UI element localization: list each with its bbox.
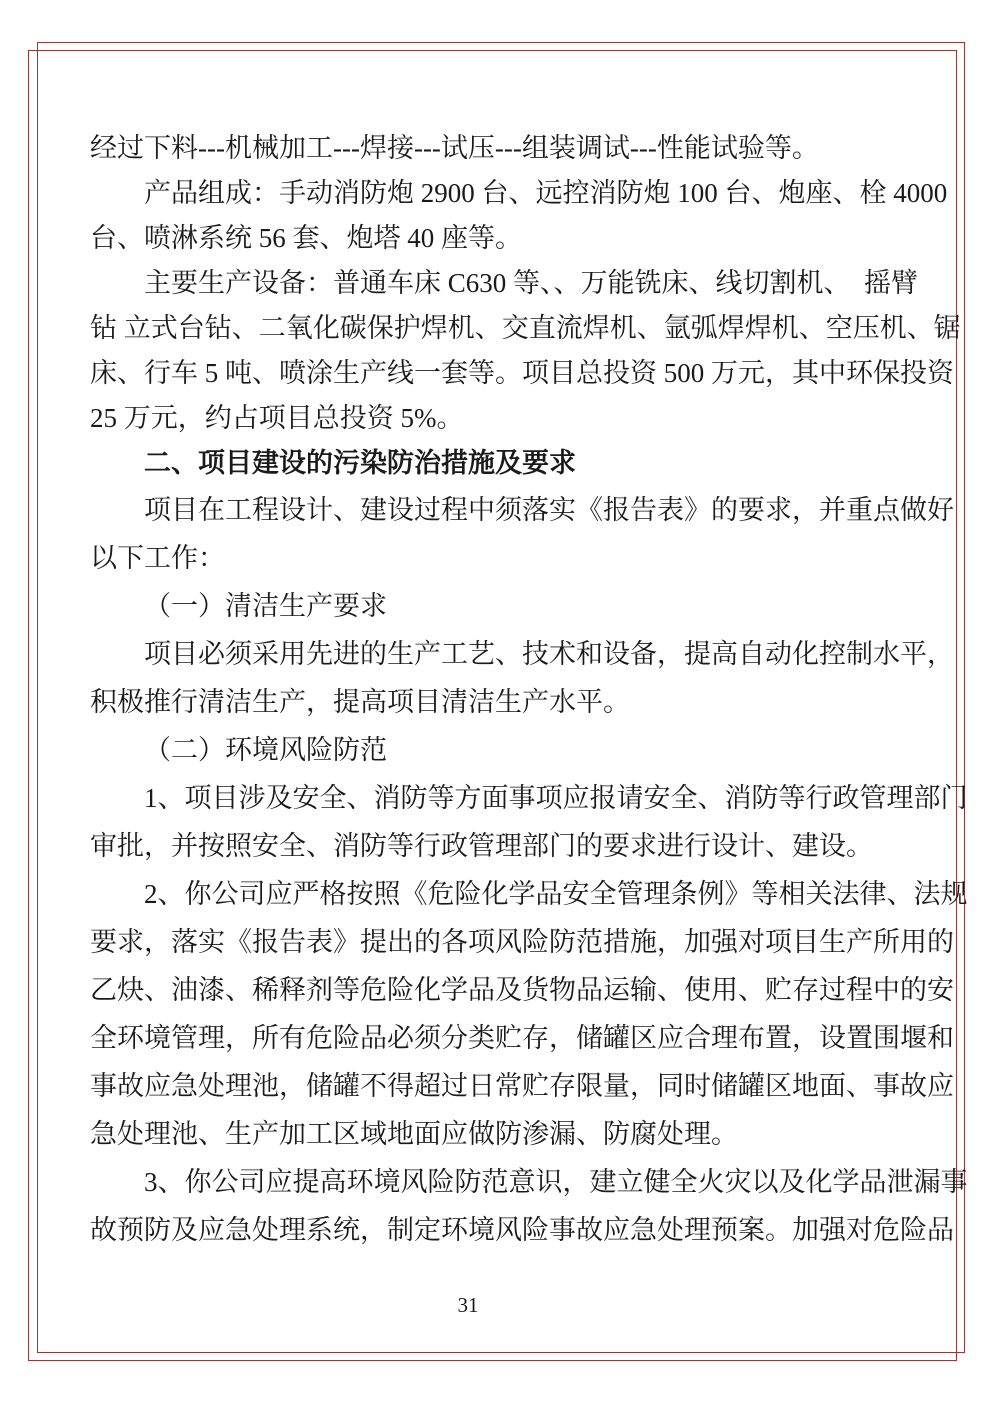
body-line: 事故应急处理池，储罐不得超过日常贮存限量，同时储罐区地面、事故应 bbox=[90, 1071, 954, 1101]
paragraph-block-overview bbox=[90, 126, 961, 486]
body-line: 主要生产设备：普通车床 C630 等、、万能铣床、线切割机、 摇臂 bbox=[144, 268, 919, 298]
body-line: 经过下料---机械加工---焊接---试压---组装调试---性能试验等。 bbox=[90, 133, 819, 163]
body-line: 项目在工程设计、建设过程中须落实《报告表》的要求，并重点做好 bbox=[144, 495, 954, 525]
body-line: 积极推行清洁生产，提高项目清洁生产水平。 bbox=[90, 687, 630, 717]
document-body bbox=[90, 126, 968, 1254]
page-number: 31 bbox=[457, 1293, 479, 1317]
body-line: 全环境管理，所有危险品必须分类贮存，储罐区应合理布置，设置围堰和 bbox=[90, 1023, 954, 1053]
body-line: 急处理池、生产加工区域地面应做防渗漏、防腐处理。 bbox=[90, 1119, 738, 1149]
body-line: 以下工作： bbox=[90, 543, 225, 573]
body-line: 1、项目涉及安全、消防等方面事项应报请安全、消防等行政管理部门 bbox=[144, 783, 968, 813]
subsection-heading: （二）环境风险防范 bbox=[144, 735, 387, 765]
body-line: 乙炔、油漆、稀释剂等危险化学品及货物品运输、使用、贮存过程中的安 bbox=[90, 975, 954, 1005]
body-line: 3、你公司应提高环境风险防范意识，建立健全火灾以及化学品泄漏事 bbox=[144, 1167, 968, 1197]
body-line: 钻 立式台钻、二氧化碳保护焊机、交直流焊机、氩弧焊焊机、空压机、锯 bbox=[90, 313, 961, 343]
paragraph-block-measures bbox=[90, 486, 968, 1254]
body-line: 台、喷淋系统 56 套、炮塔 40 座等。 bbox=[90, 223, 522, 253]
section-heading: 二、项目建设的污染防治措施及要求 bbox=[144, 448, 576, 478]
body-line: 要求，落实《报告表》提出的各项风险防范措施，加强对项目生产所用的 bbox=[90, 927, 954, 957]
body-line: 产品组成：手动消防炮 2900 台、远控消防炮 100 台、炮座、栓 4000 bbox=[144, 178, 948, 208]
body-line: 2、你公司应严格按照《危险化学品安全管理条例》等相关法律、法规 bbox=[144, 879, 968, 909]
body-line: 项目必须采用先进的生产工艺、技术和设备，提高自动化控制水平， bbox=[144, 639, 954, 669]
body-line: 床、行车 5 吨、喷涂生产线一套等。项目总投资 500 万元，其中环保投资 bbox=[90, 358, 954, 388]
body-line: 审批，并按照安全、消防等行政管理部门的要求进行设计、建设。 bbox=[90, 831, 873, 861]
subsection-heading: （一）清洁生产要求 bbox=[144, 591, 387, 621]
body-line: 故预防及应急处理系统，制定环境风险事故应急处理预案。加强对危险品 bbox=[90, 1215, 954, 1245]
body-line: 25 万元，约占项目总投资 5%。 bbox=[90, 403, 464, 433]
